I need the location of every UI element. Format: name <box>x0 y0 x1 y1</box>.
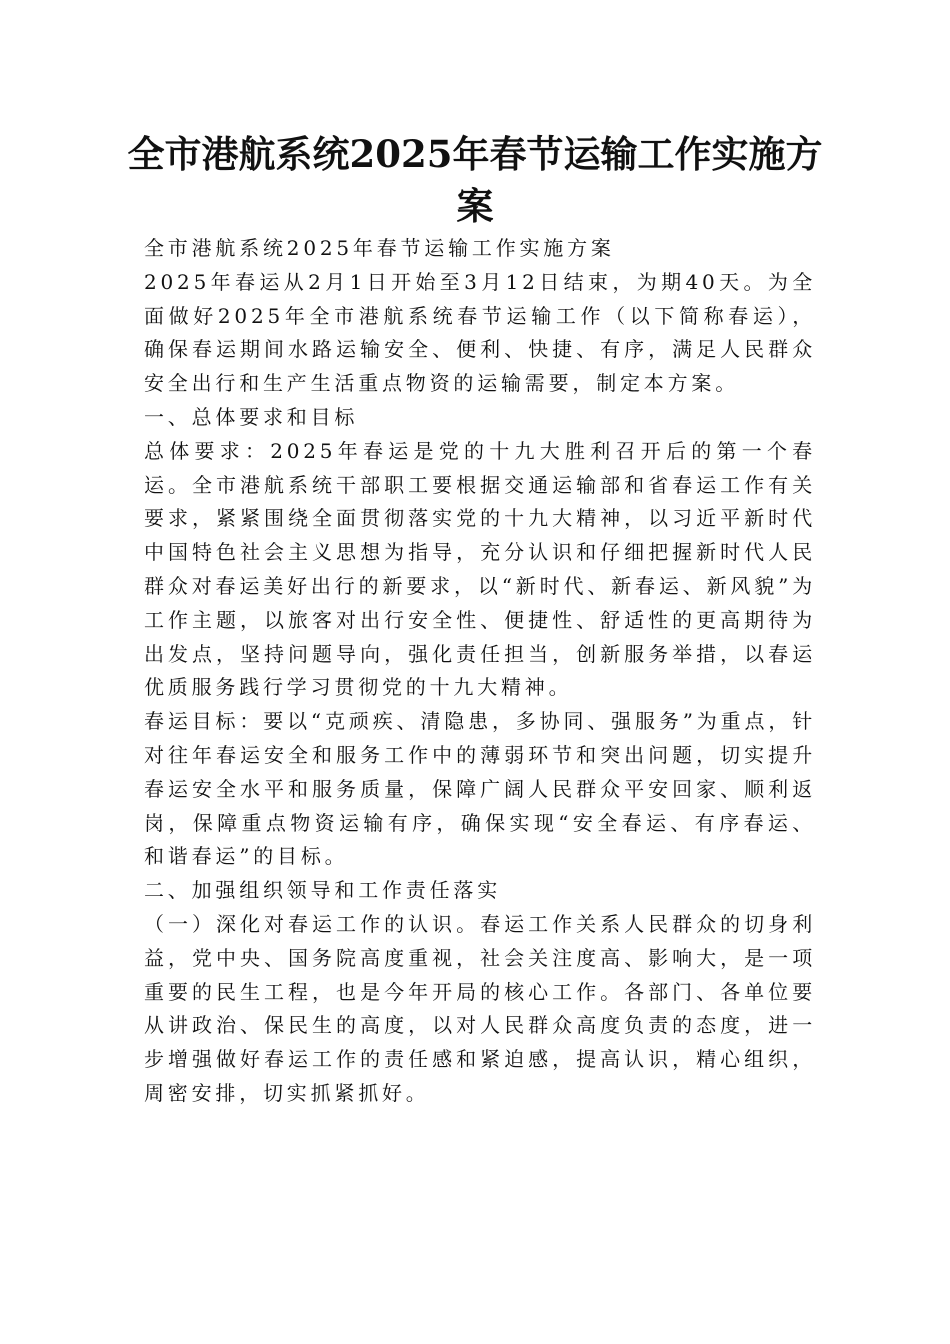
paragraph-subtitle: 全市港航系统2025年春节运输工作实施方案 <box>144 236 615 260</box>
document-title: 全市港航系统2025年春节运输工作实施方案 <box>127 132 823 228</box>
section-heading-1: 一、总体要求和目标 <box>144 404 359 429</box>
section-heading-2: 二、加强组织领导和工作责任落实 <box>144 878 501 903</box>
paragraph-goals: 春运目标：要以“克顽疾、清隐患，多协同、强服务”为重点，针对往年春运安全和服务工作中的薄弱环节和突出问题，切实提升春运安全水平和服务质量，保障广阔人民群众平安回家、顺利返岗，保障重点物资运输有序，确保实现“安全春运、有序春运、和谐春运”的目标。 <box>144 709 816 869</box>
paragraph-item-1: （一）深化对春运工作的认识。春运工作关系人民群众的切身利益，党中央、国务院高度重视，社会关注度高、影响大，是一项重要的民生工程，也是今年开局的核心工作。各部门、各单位要从讲政治、保民生的高度，以对人民群众高度负责的态度，进一步增强做好春运工作的责任感和紧迫感，提高认识，精心组织，周密安排，切实抓紧抓好。 <box>144 911 816 1105</box>
document-body <box>144 232 816 1111</box>
paragraph-overall-requirements: 总体要求：2025年春运是党的十九大胜利召开后的第一个春运。全市港航系统干部职工要根据交通运输部和省春运工作有关要求，紧紧围绕全面贯彻落实党的十九大精神，以习近平新时代中国特色社会主义思想为指导，充分认识和仔细把握新时代人民群众对春运美好出行的新要求，以“新时代、新春运、新风貌”为工作主题，以旅客对出行安全性、便捷性、舒适性的更高期待为出发点，坚持问题导向，强化责任担当，创新服务举措，以春运优质服务践行学习贯彻党的十九大精神。 <box>144 438 816 700</box>
paragraph-intro: 2025年春运从2月1日开始至3月12日结束，为期40天。为全面做好2025年全市港航系统春节运输工作（以下简称春运），确保春运期间水路运输安全、便利、快捷、有序，满足人民群众安全出行和生产生活重点物资的运输需要，制定本方案。 <box>144 269 816 396</box>
